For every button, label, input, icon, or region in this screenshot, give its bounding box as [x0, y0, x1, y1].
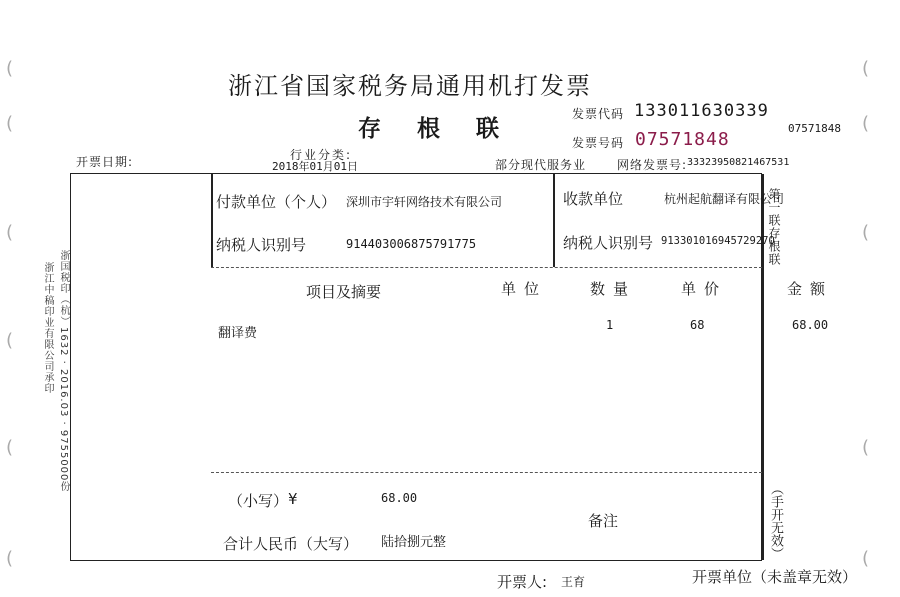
invoice-number: 07571848	[635, 129, 730, 150]
industry-label: 行业分类:	[290, 148, 353, 162]
issue-date-label: 开票日期:	[76, 155, 134, 169]
invoice-number-small: 07571848	[788, 122, 841, 135]
seal-label: 开票单位（未盖章无效）	[692, 568, 858, 586]
binding-mark: (	[6, 548, 14, 569]
printer-company: 浙江中稿印业有限公司承印	[42, 262, 53, 394]
binding-mark: (	[6, 113, 14, 134]
payee-tax-id-label: 纳税人识别号	[563, 234, 654, 252]
row-amount: 68.00	[792, 318, 829, 332]
service-type: 部分现代服务业	[495, 158, 587, 172]
big-amount: 陆拾捌元整	[381, 535, 447, 550]
currency-symbol: ¥	[288, 490, 298, 508]
header-unit: 单位	[501, 280, 548, 298]
binding-mark: (	[6, 437, 14, 458]
issue-date: 2018年01月01日	[272, 160, 358, 173]
issuer-label: 开票人:	[497, 573, 548, 591]
payer-label: 付款单位（个人）	[216, 193, 337, 211]
payee-name: 杭州起航翻译有限公司	[664, 192, 785, 206]
header-item: 项目及摘要	[306, 283, 382, 301]
invoice-subtitle: 存 根 联	[358, 115, 514, 142]
network-invoice-label: 网络发票号:	[617, 158, 688, 172]
row-price: 68	[690, 318, 705, 332]
payer-tax-id-label: 纳税人识别号	[216, 236, 307, 254]
binding-mark: (	[862, 222, 870, 243]
issuer-name: 王育	[561, 575, 586, 589]
payee-label: 收款单位	[563, 190, 624, 208]
totals-divider	[211, 472, 762, 473]
binding-mark: (	[6, 222, 14, 243]
invoice-code-label: 发票代码	[572, 107, 625, 121]
payer-name: 深圳市宇轩网络技术有限公司	[346, 195, 503, 209]
frame-divider	[211, 174, 213, 267]
binding-mark: (	[862, 437, 870, 458]
small-amount-label: （小写）	[228, 492, 289, 510]
big-amount-label: 合计人民币（大写）	[223, 535, 359, 553]
row-item: 翻译费	[218, 326, 258, 341]
party-divider	[211, 267, 762, 268]
payer-tax-id: 914403006875791775	[346, 237, 477, 251]
invoice-title: 浙江省国家税务局通用机打发票	[228, 72, 592, 100]
header-price: 单价	[681, 280, 728, 298]
network-invoice-number: 33323950821467531	[687, 157, 790, 168]
binding-mark: (	[6, 58, 14, 79]
small-amount: 68.00	[381, 491, 418, 505]
binding-mark: (	[6, 330, 14, 351]
header-amount: 金额	[787, 280, 834, 298]
binding-mark: (	[862, 113, 870, 134]
copy-label: 第一联存根联	[767, 188, 781, 266]
invoice-number-label: 发票号码	[572, 136, 625, 150]
row-quantity: 1	[606, 318, 614, 332]
handwrite-invalid-note: （手开无效）	[768, 482, 783, 560]
frame-divider	[762, 174, 764, 560]
remark-label: 备注	[588, 512, 619, 530]
frame-divider	[553, 174, 555, 267]
invoice-code: 133011630339	[634, 101, 769, 121]
binding-mark: (	[862, 548, 870, 569]
payee-tax-id: 91330101694572927Q	[661, 235, 775, 247]
binding-mark: (	[862, 58, 870, 79]
printer-info: 浙国税印（杭）1632 · 2016.03 · 9755000份	[58, 250, 69, 493]
header-quantity: 数量	[590, 280, 637, 298]
